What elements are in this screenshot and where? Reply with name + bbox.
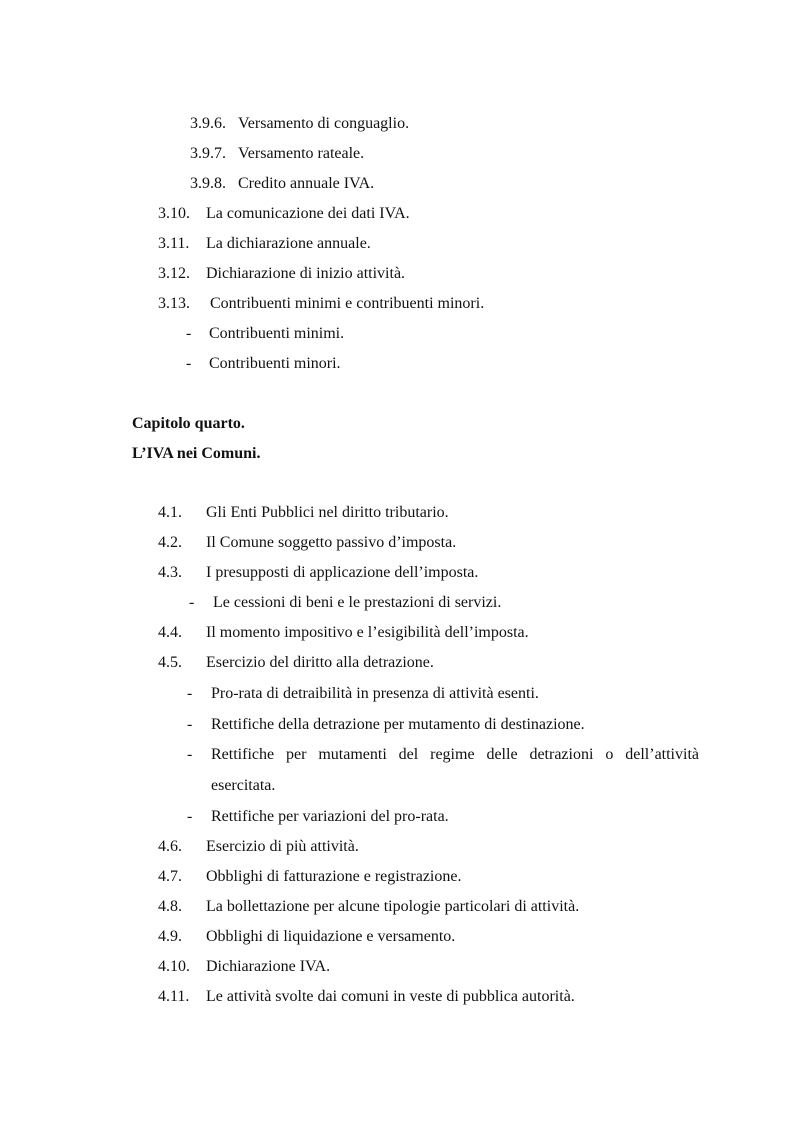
toc-number: 3.12. [158, 265, 190, 282]
toc-number: 3.11. [158, 235, 190, 252]
toc-number: 4.5. [158, 654, 182, 671]
chapter-title: L’IVA nei Comuni. [132, 445, 261, 462]
toc-number: 3.13. [158, 295, 190, 312]
toc-number: 4.2. [158, 534, 182, 551]
toc-title: Rettifiche per mutamenti del regime delle detrazioni o dell’attività [211, 746, 699, 763]
chapter-label: Capitolo quarto. [132, 415, 245, 432]
toc-bullet: - [186, 325, 192, 342]
toc-title: Rettifiche per variazioni del pro-rata. [211, 808, 449, 825]
toc-number: 4.11. [158, 988, 190, 1005]
toc-title: Dichiarazione IVA. [206, 958, 331, 975]
toc-title: Contribuenti minori. [209, 355, 341, 372]
toc-title: Gli Enti Pubblici nel diritto tributario. [206, 504, 449, 521]
toc-title: Versamento di conguaglio. [238, 115, 410, 132]
toc-number: 4.1. [158, 504, 182, 521]
toc-title: Dichiarazione di inizio attività. [206, 265, 406, 282]
toc-title: Il momento impositivo e l’esigibilità dell’imposta. [206, 624, 529, 641]
toc-title: Esercizio del diritto alla detrazione. [206, 654, 434, 671]
toc-bullet: - [187, 685, 193, 702]
toc-number: 3.9.6. [190, 115, 226, 132]
toc-title: Contribuenti minimi e contribuenti minori. [210, 295, 485, 312]
toc-title: Rettifiche della detrazione per mutamento di destinazione. [211, 716, 585, 733]
toc-title: Le cessioni di beni e le prestazioni di servizi. [213, 594, 502, 611]
toc-number: 4.6. [158, 838, 182, 855]
toc-bullet: - [189, 594, 195, 611]
toc-title: Esercizio di più attività. [206, 838, 359, 855]
toc-number: 4.8. [158, 898, 182, 915]
toc-number: 3.10. [158, 205, 190, 222]
toc-title: Contribuenti minimi. [209, 325, 345, 342]
toc-title: La bollettazione per alcune tipologie particolari di attività. [206, 898, 580, 915]
toc-number: 4.3. [158, 564, 182, 581]
toc-title: I presupposti di applicazione dell’imposta. [206, 564, 479, 581]
toc-number: 4.7. [158, 868, 182, 885]
toc-bullet: - [187, 716, 193, 733]
toc-title: Obblighi di fatturazione e registrazione. [206, 868, 462, 885]
toc-title: La comunicazione dei dati IVA. [206, 205, 410, 222]
toc-title: La dichiarazione annuale. [206, 235, 371, 252]
toc-title: Pro-rata di detraibilità in presenza di attività esenti. [211, 685, 539, 702]
toc-number: 4.10. [158, 958, 190, 975]
toc-number: 4.4. [158, 624, 182, 641]
toc-bullet: - [186, 355, 192, 372]
toc-title: Credito annuale IVA. [238, 175, 375, 192]
toc-number: 3.9.8. [190, 175, 226, 192]
toc-title-wrap: esercitata. [211, 777, 276, 794]
toc-bullet: - [187, 808, 193, 825]
toc-number: 4.9. [158, 928, 182, 945]
toc-title: Il Comune soggetto passivo d’imposta. [206, 534, 457, 551]
toc-title: Versamento rateale. [238, 145, 365, 162]
toc-title: Le attività svolte dai comuni in veste di pubblica autorità. [206, 988, 575, 1005]
toc-number: 3.9.7. [190, 145, 226, 162]
toc-title: Obblighi di liquidazione e versamento. [206, 928, 456, 945]
toc-bullet: - [187, 746, 193, 763]
